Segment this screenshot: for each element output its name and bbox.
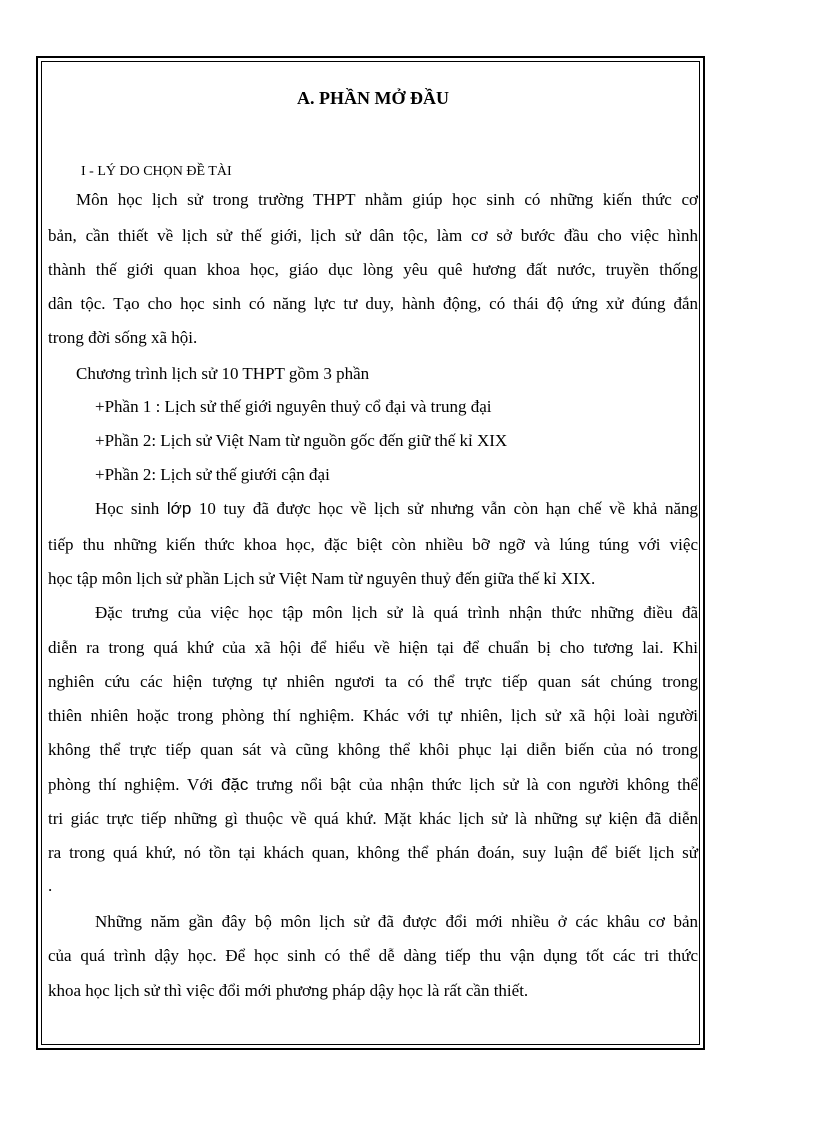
paragraph-2-text-c: 10 tuy đã được học về lịch sử nhưng vẫn còn hạn chế về khả năng — [198, 499, 698, 518]
paragraph-1-line-1: Môn học lịch sử trong trường THPT nhằm giúp học sinh có những kiến thức cơ — [76, 190, 698, 209]
paragraph-4-line-1: Những năm gần đây bộ môn lịch sử đã được đổi mới nhiều ở các khâu cơ bản — [95, 912, 698, 931]
paragraph-3-line-5: không thể trực tiếp quan sát và cũng không thể khôi phục lại diễn biến của nó trong — [48, 740, 698, 759]
paragraph-2-line-2: tiếp thu những kiến thức khoa học, đặc biệt còn nhiều bỡ ngỡ và lúng túng với việc — [48, 535, 698, 554]
paragraph-3-line-2: diễn ra trong quá khứ của xã hội để hiểu về hiện tại để chuẩn bị cho tương lai. Khi — [48, 638, 698, 657]
paragraph-3-line-3: nghiên cứu các hiện tượng tự nhiên ngươi ta có thể trực tiếp quan sát chúng trong — [48, 672, 698, 691]
paragraph-3-text-b: đặc — [220, 775, 249, 794]
paragraph-1-line-3: thành thế giới quan khoa học, giáo dục lòng yêu quê hương đất nước, truyền thống — [48, 260, 698, 279]
paragraph-3-line-4: thiên nhiên hoặc trong phòng thí nghiệm. Khác với tự nhiên, lịch sử xã hội loài người — [48, 706, 698, 725]
document-title: A. PHẦN MỞ ĐẦU — [297, 88, 449, 108]
paragraph-2-line-3: học tập môn lịch sử phần Lịch sử Việt Nam từ nguyên thuỷ đến giữa thế kỉ XIX. — [48, 569, 596, 588]
program-intro: Chương trình lịch sử 10 THPT gồm 3 phần — [76, 364, 370, 383]
paragraph-2-text-a: Học sinh — [95, 499, 160, 518]
paragraph-1-line-5: trong đời sống xã hội. — [48, 328, 198, 347]
paragraph-4-line-3: khoa học lịch sử thì việc đổi mới phương pháp dậy học là rất cần thiết. — [48, 981, 529, 1000]
paragraph-3-line-8: ra trong quá khứ, nó tồn tại khách quan, không thể phán đoán, suy luận để biết lịch sử — [48, 843, 698, 862]
program-part-3: +Phần 2: Lịch sử thế giưới cận đại — [95, 465, 330, 484]
paragraph-3-text-a: phòng thí nghiệm. Với — [48, 775, 214, 794]
section-heading: I - LÝ DO CHỌN ĐỀ TÀI — [81, 164, 232, 179]
paragraph-2-text-b: lớp — [166, 499, 192, 518]
paragraph-1-line-4: dân tộc. Tạo cho học sinh có năng lực tư duy, hành động, có thái độ ứng xử đúng đắn — [48, 294, 698, 313]
paragraph-3-line-1: Đặc trưng của việc học tập môn lịch sử là quá trình nhận thức những điều đã — [95, 603, 698, 622]
paragraph-4-line-2: của quá trình dậy học. Để học sinh có thể dễ dàng tiếp thu vận dụng tốt các tri thức — [48, 946, 698, 965]
paragraph-1-line-2: bản, cần thiết về lịch sử thế giới, lịch sử dân tộc, làm cơ sở bước đầu cho việc hình — [48, 226, 698, 245]
program-part-1: +Phần 1 : Lịch sử thế giới nguyên thuỷ cổ đại và trung đại — [95, 397, 492, 416]
program-part-2: +Phần 2: Lịch sử Việt Nam từ nguồn gốc đến giữ thế kỉ XIX — [95, 431, 508, 450]
paragraph-3-line-9: . — [48, 876, 53, 895]
paragraph-3-line-7: tri giác trực tiếp những gì thuộc về quá khứ. Mặt khác lịch sử là những sự kiện đã diễn — [48, 809, 698, 828]
paragraph-3-line-6 — [48, 775, 698, 795]
paragraph-3-text-c: trưng nổi bật của nhận thức lịch sử là con người không thể — [256, 775, 699, 794]
paragraph-2-line-1 — [95, 499, 698, 519]
